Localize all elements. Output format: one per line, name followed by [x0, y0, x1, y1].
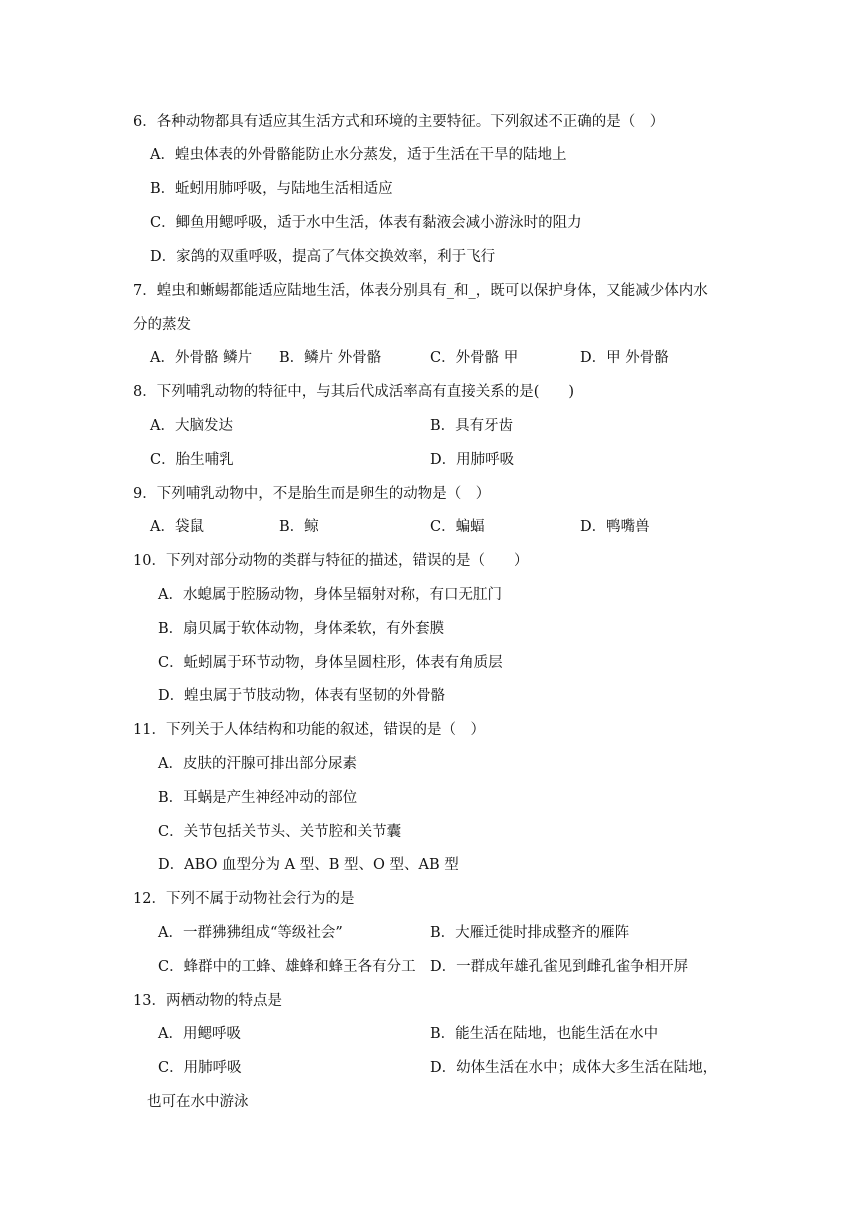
question-8-stem: 8．下列哺乳动物的特征中，与其后代成活率高有直接关系的是( ): [133, 384, 575, 400]
question-13-option-b: B．能生活在陆地，也能生活在水中: [430, 1026, 659, 1042]
question-13-option-d: D．幼体生活在水中；成体大多生活在陆地，: [430, 1060, 718, 1076]
question-8-option-c: C．胎生哺乳: [150, 452, 234, 468]
question-9-stem: 9．下列哺乳动物中，不是胎生而是卵生的动物是（ ）: [133, 486, 491, 502]
question-10-stem: 10．下列对部分动物的类群与特征的描述，错误的是（ ）: [133, 553, 529, 569]
question-6-option-c: C．鲫鱼用鳃呼吸，适于水中生活，体表有黏液会减小游泳时的阻力: [150, 215, 582, 231]
question-7-option-d: D．甲 外骨骼: [580, 350, 669, 366]
question-12-option-c: C．蜂群中的工蜂、雄蜂和蜂王各有分工: [158, 959, 416, 975]
question-12-stem: 12．下列不属于动物社会行为的是: [133, 891, 355, 907]
question-6-option-d: D．家鸽的双重呼吸，提高了气体交换效率，利于飞行: [150, 249, 496, 265]
question-6-stem: 6．各种动物都具有适应其生活方式和环境的主要特征。下列叙述不正确的是（ ）: [133, 114, 665, 130]
question-12-option-b: B．大雁迁徙时排成整齐的雁阵: [430, 925, 630, 941]
question-11-option-c: C．关节包括关节头、关节腔和关节囊: [158, 824, 402, 840]
question-13-stem: 13．两栖动物的特点是: [133, 993, 282, 1009]
question-7-stem-continued: 分的蒸发: [133, 317, 191, 333]
question-10-option-a: A．水螅属于腔肠动物，身体呈辐射对称，有口无肛门: [158, 587, 502, 603]
question-12-option-a: A．一群狒狒组成“等级社会”: [158, 925, 343, 941]
question-7-option-a: A．外骨骼 鳞片: [150, 350, 253, 366]
question-6-option-a: A．蝗虫体表的外骨骼能防止水分蒸发，适于生活在干旱的陆地上: [150, 147, 567, 163]
question-12-option-d: D．一群成年雄孔雀见到雌孔雀争相开屏: [430, 959, 689, 975]
question-9-option-d: D．鸭嘴兽: [580, 519, 650, 535]
question-10-option-d: D．蝗虫属于节肢动物，体表有坚韧的外骨骼: [158, 688, 446, 704]
question-13-option-c: C．用肺呼吸: [158, 1060, 242, 1076]
question-11-stem: 11．下列关于人体结构和功能的叙述，错误的是（ ）: [133, 722, 485, 738]
question-11-option-a: A．皮肤的汗腺可排出部分尿素: [158, 756, 357, 772]
question-8-option-d: D．用肺呼吸: [430, 452, 515, 468]
question-9-option-b: B．鲸: [279, 519, 319, 535]
question-7-option-c: C．外骨骼 甲: [430, 350, 519, 366]
question-9-option-c: C．蝙蝠: [430, 519, 485, 535]
question-13-option-a: A．用鳃呼吸: [158, 1026, 241, 1042]
question-7-option-b: B．鳞片 外骨骼: [279, 350, 382, 366]
question-13-option-d-continued: 也可在水中游泳: [147, 1094, 249, 1110]
question-6-option-b: B．蚯蚓用肺呼吸，与陆地生活相适应: [150, 181, 393, 197]
question-10-option-b: B．扇贝属于软体动物，身体柔软，有外套膜: [158, 621, 445, 637]
question-11-option-d: D．ABO 血型分为 A 型、B 型、O 型、AB 型: [158, 857, 459, 873]
question-8-option-b: B．具有牙齿: [430, 418, 514, 434]
question-7-stem: 7．蝗虫和蜥蜴都能适应陆地生活，体表分别具有_和_，既可以保护身体，又能减少体内水: [133, 283, 708, 299]
question-9-option-a: A．袋鼠: [150, 519, 204, 535]
question-8-option-a: A．大脑发达: [150, 418, 233, 434]
question-11-option-b: B．耳蜗是产生神经冲动的部位: [158, 790, 358, 806]
question-10-option-c: C．蚯蚓属于环节动物，身体呈圆柱形，体表有角质层: [158, 655, 503, 671]
